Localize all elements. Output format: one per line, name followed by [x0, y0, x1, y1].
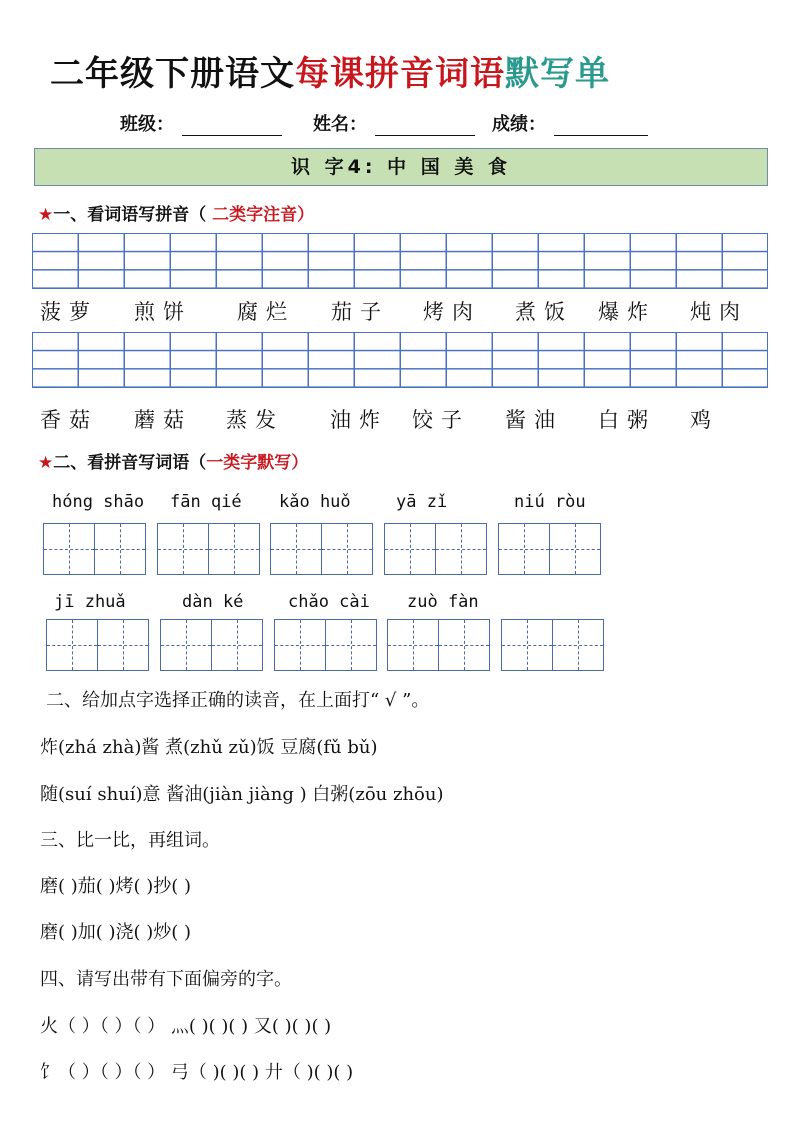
word-item: 爆炸 [598, 300, 656, 324]
tianzige-cell[interactable] [47, 620, 98, 670]
tianzige-cell[interactable] [322, 524, 372, 574]
pinyin-grid-1[interactable] [32, 233, 768, 289]
pinyin-label: chǎo cài [288, 592, 370, 612]
tianzige-cell[interactable] [271, 524, 322, 574]
worksheet-title [50, 46, 610, 95]
tianzige-box[interactable] [274, 619, 377, 671]
word-item: 腐烂 [237, 300, 295, 324]
name-field[interactable] [313, 110, 475, 136]
word-item: 饺子 [412, 408, 470, 432]
word-item: 鸡 [690, 408, 719, 432]
tianzige-cell[interactable] [502, 620, 553, 670]
tianzige-box[interactable] [157, 523, 260, 575]
q4-line1: 火（ ）（ ）（ ） 灬( )( )( ) 又( )( )( ) [40, 1016, 332, 1037]
section1-title: 一、看词语写拼音（ [53, 205, 207, 225]
name-blank[interactable] [375, 115, 475, 136]
word-item: 烤肉 [423, 300, 481, 324]
tianzige-cell[interactable] [388, 620, 439, 670]
tianzige-cell[interactable] [44, 524, 95, 574]
section1-heading [38, 200, 314, 225]
pinyin-label: dàn ké [182, 592, 244, 612]
tianzige-box[interactable] [46, 619, 149, 671]
tianzige-box[interactable] [43, 523, 146, 575]
pinyin-label: zuò fàn [407, 592, 479, 612]
pinyin-label: fān qié [170, 492, 242, 512]
section2-heading [38, 448, 308, 473]
word-item: 酱油 [505, 408, 563, 432]
q3-line1: 磨( )茄( )烤( )抄( ) [40, 876, 192, 897]
pinyin-label: kǎo huǒ [279, 492, 351, 512]
tianzige-cell[interactable] [439, 620, 489, 670]
tianzige-cell[interactable] [158, 524, 209, 574]
pinyin-label: jī zhuǎ [54, 592, 126, 612]
word-item: 油炸 [330, 408, 388, 432]
tianzige-cell[interactable] [95, 524, 145, 574]
pinyin-grid-2[interactable] [32, 332, 768, 388]
tianzige-cell[interactable] [161, 620, 212, 670]
tianzige-box[interactable] [498, 523, 601, 575]
section2-note: 一类字默写） [206, 453, 309, 473]
pinyin-label: yā zǐ [396, 492, 448, 512]
tianzige-cell[interactable] [326, 620, 376, 670]
tianzige-cell[interactable] [436, 524, 486, 574]
tianzige-cell[interactable] [499, 524, 550, 574]
score-field[interactable] [492, 110, 648, 136]
class-label: 班级： [120, 114, 174, 135]
section1-note: 二类字注音） [206, 205, 315, 225]
tianzige-cell[interactable] [553, 620, 603, 670]
class-field[interactable] [120, 110, 282, 136]
class-blank[interactable] [182, 115, 282, 136]
q4-line2: 饣（ ）（ ）（ ） 弓（ )( )( ) 廾（ )( )( ) [40, 1062, 354, 1083]
word-item: 煮饭 [515, 300, 573, 324]
tianzige-cell[interactable] [98, 620, 148, 670]
tianzige-cell[interactable] [212, 620, 262, 670]
tianzige-cell[interactable] [385, 524, 436, 574]
tianzige-box[interactable] [160, 619, 263, 671]
word-item: 菠萝 [40, 300, 98, 324]
tianzige-cell[interactable] [275, 620, 326, 670]
word-item: 香菇 [40, 408, 98, 432]
tianzige-box[interactable] [270, 523, 373, 575]
word-item: 茄子 [331, 300, 389, 324]
lesson-banner: 识 字4: 中 国 美 食 [34, 148, 768, 186]
word-item: 煎饼 [134, 300, 192, 324]
title-part1: 二年级下册语文 [50, 54, 295, 94]
title-part3: 默写单 [505, 54, 610, 94]
tianzige-cell[interactable] [209, 524, 259, 574]
name-label: 姓名： [313, 114, 367, 135]
q2-line2: 随(suí shuí)意 酱油(jiàn jiàng ) 白粥(zōu zhōu) [40, 784, 444, 805]
score-label: 成绩： [492, 114, 546, 135]
q4-title: 四、请写出带有下面偏旁的字。 [40, 969, 292, 990]
q2-title: 二、给加点字选择正确的读音，在上面打“ √ ”。 [46, 690, 430, 711]
pinyin-label: niú ròu [514, 492, 586, 512]
word-item: 蒸发 [226, 408, 284, 432]
tianzige-box[interactable] [387, 619, 490, 671]
q3-line2: 磨( )加( )浇( )炒( ) [40, 922, 192, 943]
q3-title: 三、比一比，再组词。 [40, 830, 220, 851]
tianzige-box[interactable] [384, 523, 487, 575]
star-icon: ★ [38, 453, 54, 473]
pinyin-label: hóng shāo [52, 492, 145, 512]
score-blank[interactable] [554, 115, 648, 136]
q2-line1: 炸(zhá zhà)酱 煮(zhǔ zǔ)饭 豆腐(fǔ bǔ) [40, 737, 378, 758]
title-part2: 每课拼音词语 [295, 54, 505, 94]
section2-title: 二、看拼音写词语（ [53, 453, 207, 473]
tianzige-cell[interactable] [550, 524, 600, 574]
star-icon: ★ [38, 205, 54, 225]
tianzige-box[interactable] [501, 619, 604, 671]
word-item: 蘑菇 [134, 408, 192, 432]
word-item: 炖肉 [690, 300, 748, 324]
word-item: 白粥 [598, 408, 656, 432]
